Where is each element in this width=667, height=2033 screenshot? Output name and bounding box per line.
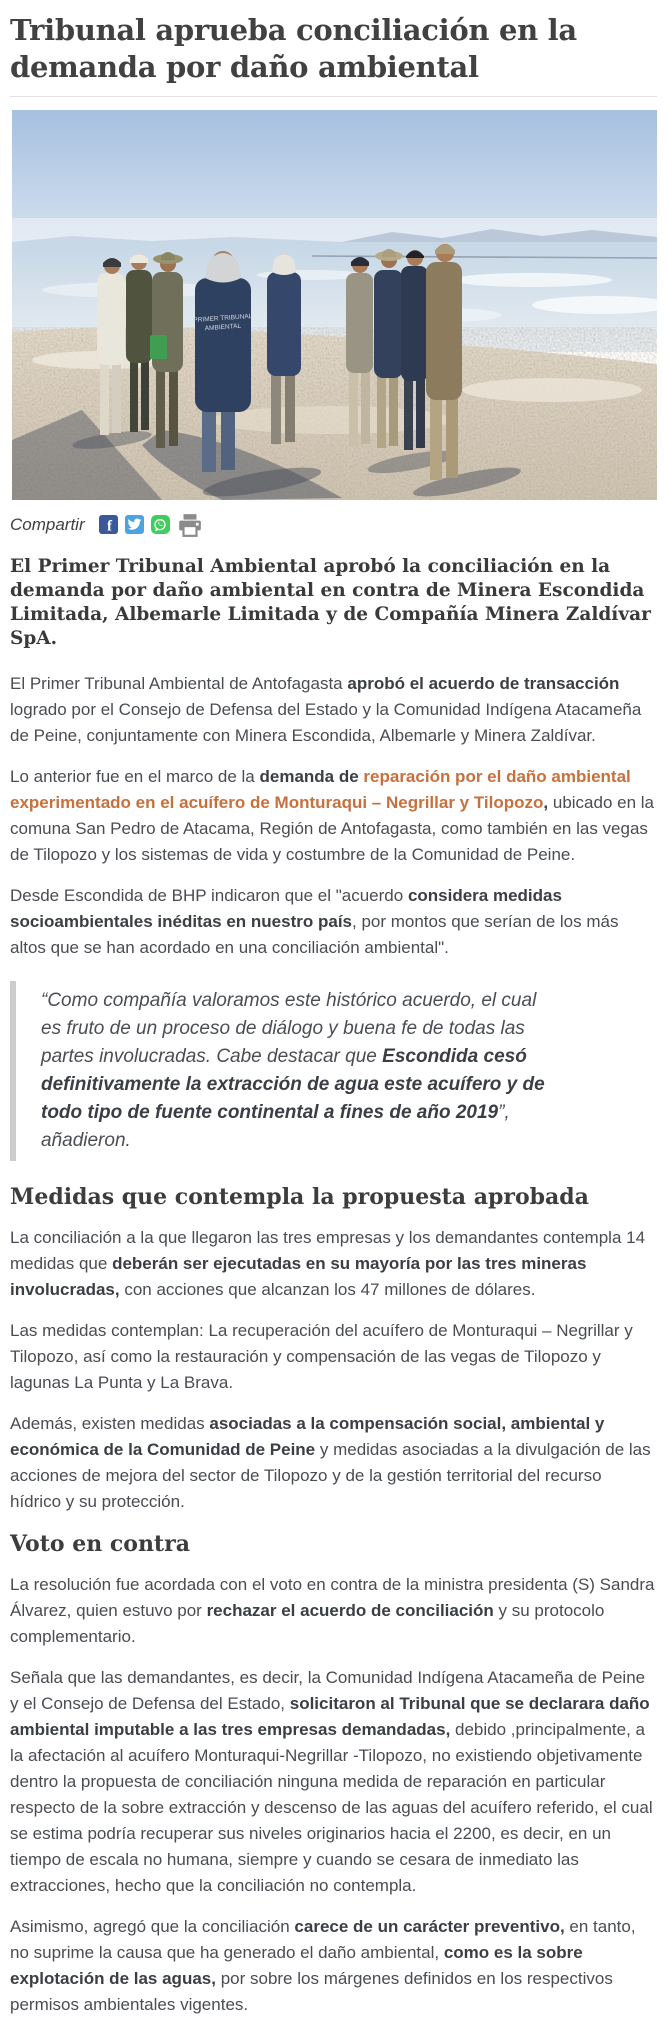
text-segment: solicitaron al Tribunal que se declarara daño ambiental imputable a las tres empresas demandadas, (10, 1694, 650, 1739)
text-segment: Señala que las demandantes, es decir, la Comunidad Indígena Atacameña de Peine y el Consejo de Defensa del Estado, (10, 1668, 646, 1713)
text-segment: deberán ser ejecutadas en su mayoría por las tres mineras involucradas, (10, 1254, 587, 1299)
share-twitter-button[interactable] (125, 515, 144, 534)
section-heading: Medidas que contempla la propuesta aprobada (10, 1184, 589, 1210)
section-heading: Voto en contra (10, 1531, 190, 1557)
text-segment: debido ,principalmente, a la afectación al acuífero Monturaqui-Negrillar -Tilopozo, no existiendo objetivamente dentro la propuesta de conciliación ninguna medida de reparación en particular respecto de la sobre extracción y descenso de las aguas del acuífero referido, el cual se estima podría recuperar sus niveles originarios hacia el 2200, es decir, en un tiempo de escala no humana, siempre y cuando se cesara de inmediato las extracciones, hecho que la conciliación no contempla. (10, 1720, 653, 1895)
article-paragraph (10, 764, 657, 868)
text-segment: Lo anterior fue en el marco de la (10, 767, 260, 786)
text-segment: con acciones que alcanzan los 47 millones de dólares. (119, 1280, 536, 1299)
share-print-button[interactable] (177, 512, 204, 537)
article-paragraph (10, 1411, 657, 1515)
text-segment: Además, existen medidas (10, 1414, 210, 1433)
share-whatsapp-button[interactable] (151, 515, 170, 534)
article-link[interactable]: reparación por el daño ambiental experimentado en el acuífero de Monturaqui – Negrillar y Tilopozo (10, 767, 631, 812)
whatsapp-icon (152, 517, 168, 533)
text-segment: , por montos que serían de los más altos que se han acordado en una conciliación ambiental". (10, 912, 619, 957)
article-lead: El Primer Tribunal Ambiental aprobó la conciliación en la demanda por daño ambiental en contra de Minera Escondida Limitada, Albemarle Limitada y de Compañía Minera Zaldívar SpA. (10, 556, 651, 649)
svg-text:f: f (106, 518, 112, 534)
pull-quote (10, 981, 557, 1161)
facebook-icon (99, 515, 118, 534)
article-paragraph (10, 1318, 657, 1396)
text-segment: por sobre los márgenes definidos en los respectivos permisos ambientales vigentes. (10, 1969, 613, 2014)
vest-text-line1: PRIMER TRIBUNAL (193, 312, 253, 325)
text-segment: El Primer Tribunal Ambiental de Antofagasta (10, 674, 348, 693)
text-segment: asociadas a la compensación social, ambiental y económica de la Comunidad de Peine (10, 1414, 605, 1459)
text-segment: La resolución fue acordada con el voto en contra de la ministra presidenta (S) Sandra Álvarez, quien estuvo por (10, 1575, 655, 1620)
text-segment: Asimismo, agregó que la conciliación (10, 1917, 295, 1936)
text-segment: ubicado en la comuna San Pedro de Atacama, Región de Antofagasta, como también en las vegas de Tilopozo y los sistemas de vida y costumbre de la Comunidad de Peine. (10, 793, 655, 864)
share-facebook-button[interactable] (99, 515, 118, 534)
text-segment: logrado por el Consejo de Defensa del Estado y la Comunidad Indígena Atacameña de Peine, conjuntamente con Minera Escondida, Albemarle y Minera Zaldívar. (10, 700, 642, 745)
text-segment: y medidas asociadas a la divulgación de las acciones de mejora del sector de Tilopozo y de la gestión territorial del recurso hídrico y su protección. (10, 1440, 651, 1511)
article-paragraph (10, 1572, 657, 1650)
text-segment: demanda de (259, 767, 364, 786)
article-paragraph (10, 1225, 657, 1303)
share-label: Compartir (10, 514, 85, 534)
text-segment: Las medidas contemplan: La recuperación del acuífero de Monturaqui – Negrillar y Tilopozo, así como la restauración y compensación de las vegas de Tilopozo y lagunas La Punta y La Brava. (10, 1321, 633, 1392)
text-segment: Desde Escondida de BHP indicaron que el "acuerdo (10, 886, 408, 905)
article-title: Tribunal aprueba conciliación en la demanda por daño ambiental (10, 13, 577, 84)
printer-icon (177, 513, 203, 537)
article-paragraph (10, 671, 657, 749)
text-segment: La conciliación a la que llegaron las tres empresas y los demandantes contempla 14 medidas que (10, 1228, 646, 1273)
twitter-bird-icon (127, 517, 142, 532)
article-paragraph (10, 883, 657, 961)
text-segment: considera medidas socioambientales inéditas en nuestro país (10, 886, 562, 931)
text-segment: rechazar el acuerdo de conciliación (206, 1601, 494, 1620)
share-row (10, 512, 657, 537)
text-segment: como es la sobre explotación de las aguas, (10, 1943, 583, 1988)
vest-text-line2: AMBIENTAL (204, 322, 242, 333)
text-segment: carece de un carácter preventivo, (294, 1917, 565, 1936)
article-content (10, 555, 657, 2018)
text-segment: aprobó el acuerdo de transacción (347, 674, 620, 693)
text-segment: en tanto, no suprime la causa que ha generado el daño ambiental, (10, 1917, 636, 1962)
text-segment: ”, añadieron. (41, 1102, 510, 1151)
text-segment: Escondida cesó definitivamente la extracción de agua este acuífero y de todo tipo de fuente continental a fines de año 2019 (41, 1046, 545, 1123)
article-photo (12, 110, 657, 500)
article-paragraph (10, 1914, 657, 2018)
article-body (10, 671, 657, 2018)
article-paragraph (10, 1665, 657, 1899)
text-segment: “Como compañía valoramos este histórico acuerdo, el cual es fruto de un proceso de diálogo y buena fe de todas las partes involucradas. Cabe destacar que (41, 990, 537, 1067)
text-segment: y su protocolo complementario. (10, 1601, 605, 1646)
salt-flat-photo-illustration (12, 110, 657, 500)
title-divider (10, 96, 657, 97)
text-segment: , (543, 793, 549, 812)
